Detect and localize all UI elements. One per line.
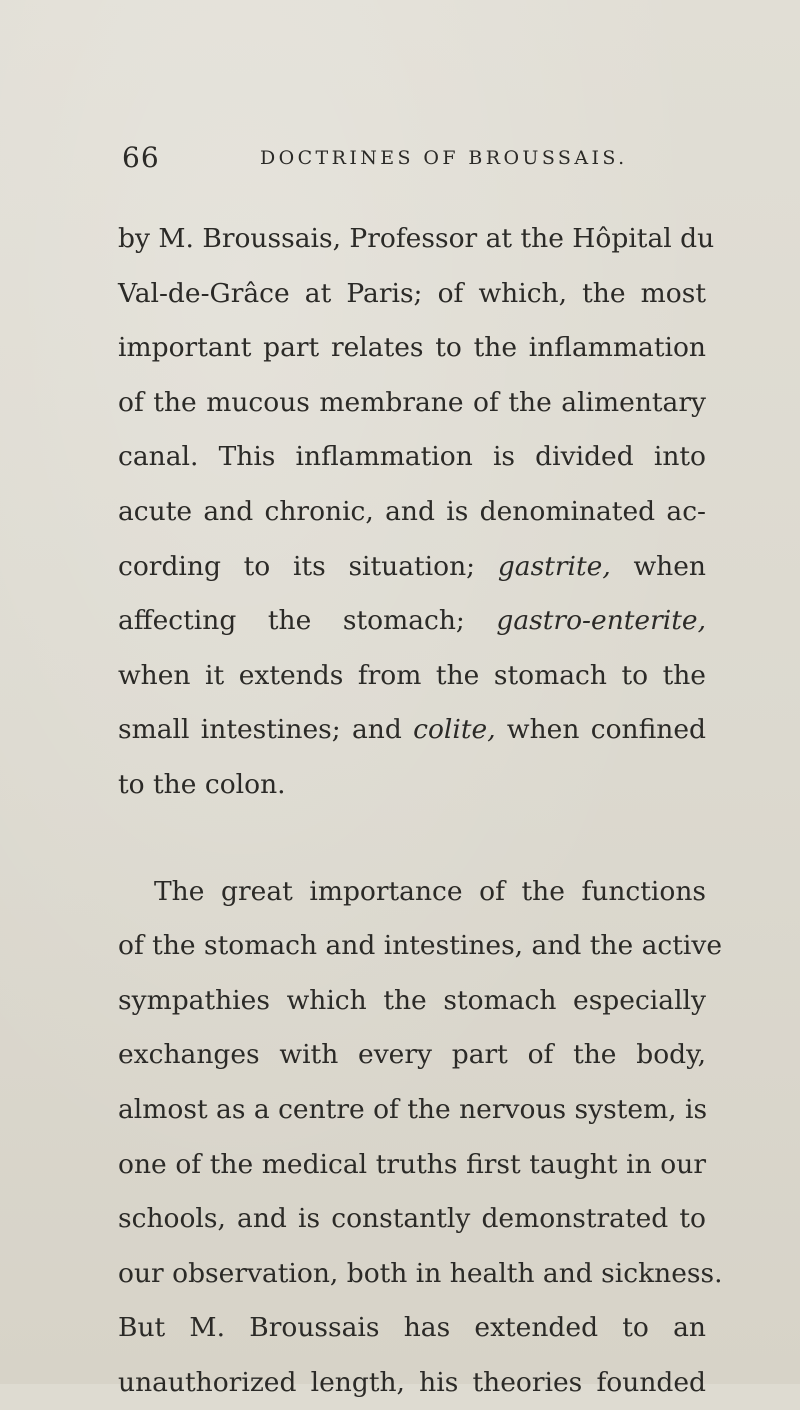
page-header [122, 138, 712, 178]
paragraph-2 [118, 865, 723, 1410]
body-text [118, 212, 723, 1410]
text-line: The great importance of the functions [154, 875, 706, 907]
text-line: unauthorized length, his theories founded [118, 1366, 706, 1398]
text-line: our observation, both in health and sickness. [118, 1257, 723, 1289]
page-number: 66 [122, 141, 160, 174]
italic-term: gastro-enterite, [496, 605, 706, 637]
text-line [118, 594, 706, 649]
italic-term: gastrite, [497, 550, 611, 582]
paragraph-spacer [118, 813, 706, 865]
text-run: affecting the stomach; [118, 605, 497, 637]
text-line [118, 540, 706, 595]
text-line: exchanges with every part of the body, [118, 1039, 706, 1071]
text-line: of the stomach and intestines, and the active [118, 930, 723, 962]
italic-term: colite, [413, 714, 496, 746]
text-line: Val-de-Grâce at Paris; of which, the most [118, 277, 706, 309]
paragraph-1 [118, 212, 715, 813]
text-line: acute and chronic, and is denominated ac- [118, 495, 706, 527]
text-line: schools, and is constantly demonstrated to [118, 1203, 706, 1235]
text-line: of the mucous membrane of the alimentary [118, 386, 706, 418]
text-run: cording to its situation; [118, 550, 498, 582]
text-run: when confined [495, 714, 706, 746]
text-line: almost as a centre of the nervous system, is [118, 1093, 708, 1125]
text-line: sympathies which the stomach especially [118, 984, 706, 1016]
text-line: to the colon. [118, 768, 286, 800]
text-line: But M. Broussais has extended to an [118, 1312, 706, 1344]
text-line: important part relates to the inflammation [118, 332, 706, 364]
text-line: one of the medical truths first taught in our [118, 1148, 706, 1180]
text-run: small intestines; and [118, 714, 414, 746]
text-line: by M. Broussais, Professor at the Hôpital du [118, 223, 715, 254]
text-line: when it extends from the stomach to the [118, 659, 706, 691]
text-line [118, 703, 706, 758]
text-run: when [610, 550, 706, 582]
running-head: DOCTRINES OF BROUSSAIS. [260, 147, 628, 169]
text-line: canal. This inflammation is divided into [118, 441, 706, 473]
